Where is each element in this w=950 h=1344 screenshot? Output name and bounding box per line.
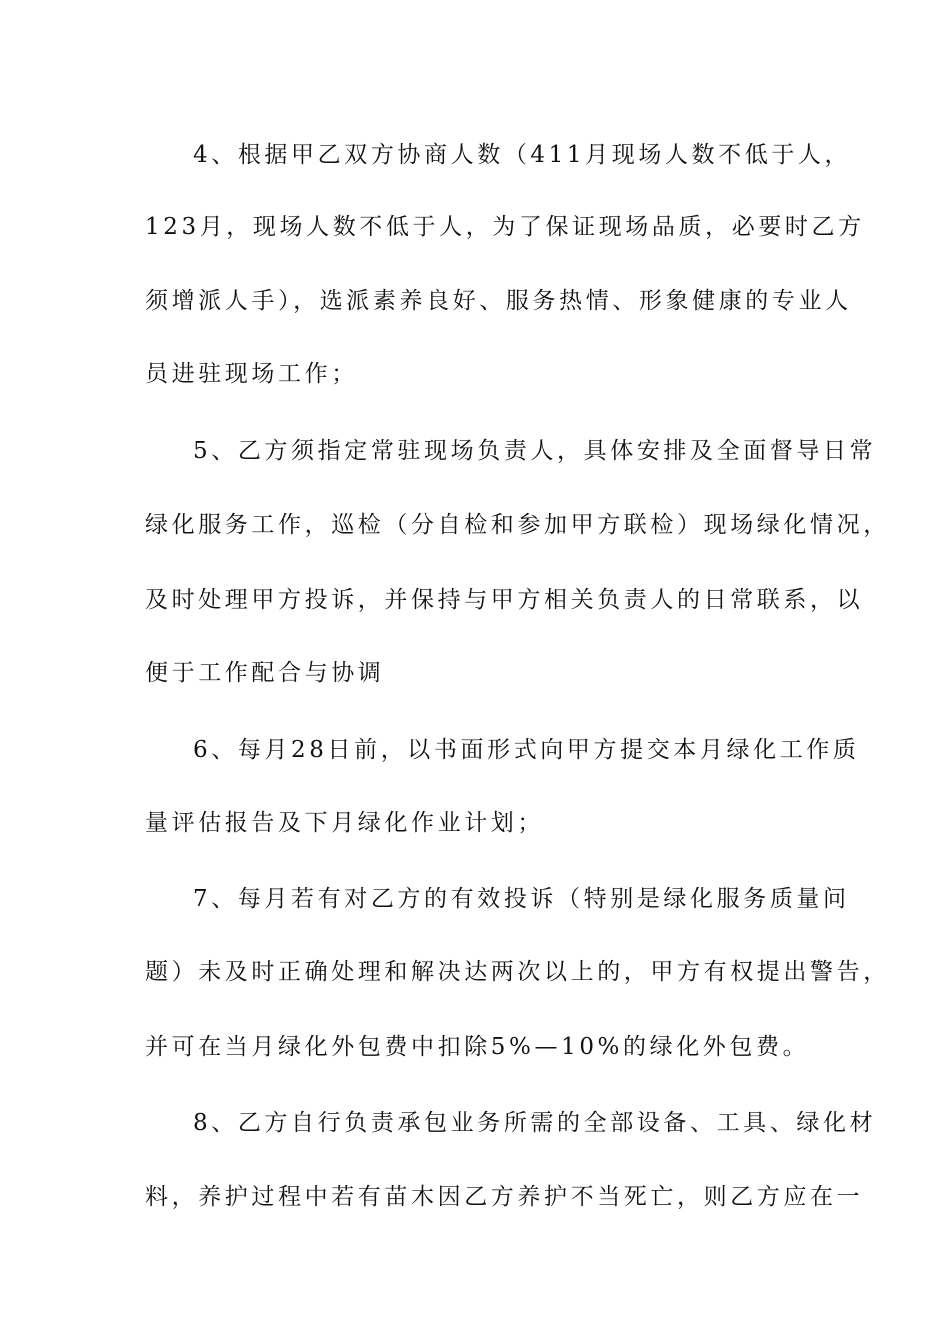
paragraph-4-line-3: 须增派人手），选派素养良好、服务热情、形象健康的专业人 <box>145 288 852 314</box>
paragraph-6-line-1: 6、每月28日前，以书面形式向甲方提交本月绿化工作质 <box>193 737 860 763</box>
paragraph-7-line-1: 7、每月若有对乙方的有效投诉（特别是绿化服务质量问 <box>193 886 850 912</box>
paragraph-5-line-3: 及时处理甲方投诉，并保持与甲方相关负责人的日常联系，以 <box>145 587 864 613</box>
paragraph-8-line-2: 料，养护过程中若有苗木因乙方养护不当死亡，则乙方应在一 <box>145 1184 864 1210</box>
paragraph-7-line-2: 题）未及时正确处理和解决达两次以上的，甲方有权提出警告， <box>145 959 890 985</box>
paragraph-5-line-2: 绿化服务工作，巡检（分自检和参加甲方联检）现场绿化情况， <box>145 512 890 538</box>
paragraph-4-line-4: 员进驻现场工作； <box>145 361 358 387</box>
paragraph-7-line-3: 并可在当月绿化外包费中扣除5%—10%的绿化外包费。 <box>145 1034 810 1060</box>
paragraph-5-line-4: 便于工作配合与协调 <box>145 660 385 686</box>
paragraph-6-line-2: 量评估报告及下月绿化作业计划； <box>145 810 544 836</box>
paragraph-8-line-1: 8、乙方自行负责承包业务所需的全部设备、工具、绿化材 <box>193 1110 877 1136</box>
paragraph-5-line-1: 5、乙方须指定常驻现场负责人，具体安排及全面督导日常 <box>193 438 877 464</box>
paragraph-4-line-2: 123月，现场人数不低于人，为了保证现场品质，必要时乙方 <box>145 214 865 240</box>
paragraph-4-line-1: 4、根据甲乙双方协商人数（411月现场人数不低于人， <box>193 142 852 168</box>
